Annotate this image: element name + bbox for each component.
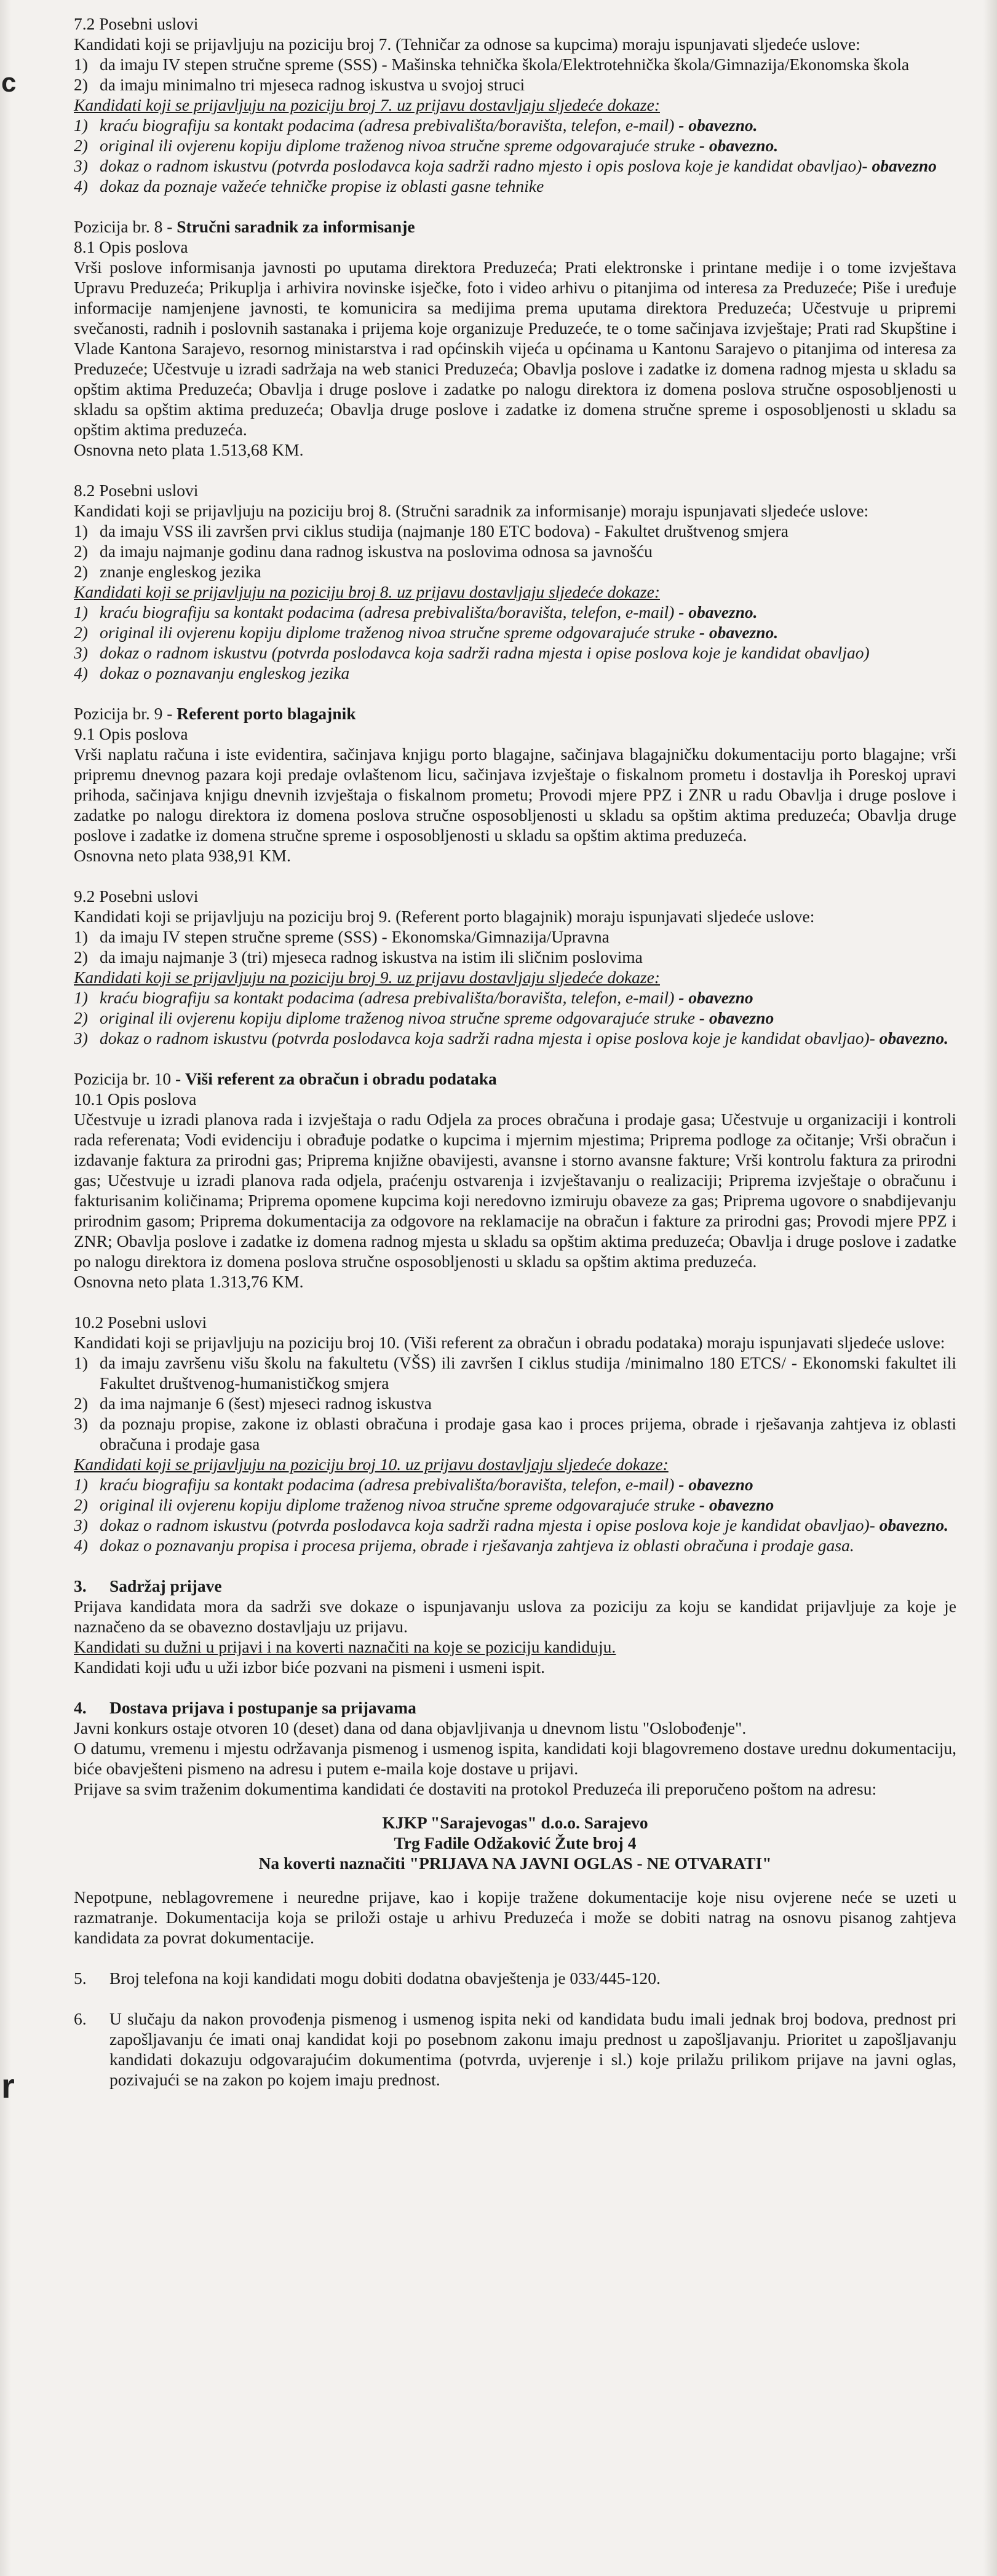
documents-list bbox=[74, 1474, 956, 1555]
section-heading: 10.2 Posebni uslovi bbox=[74, 1313, 207, 1332]
list-item: 1) da imaju IV stepen stručne spreme (SSS) - Ekonomska/Gimnazija/Upravna bbox=[74, 927, 610, 946]
list-item: 4) dokaz o poznavanju propisa i procesa prijema, obrade i rješavanja zahtjeva iz oblasti obračuna i prodaje gasa. bbox=[74, 1536, 854, 1555]
job-description: Vrši poslove informisanja javnosti po uputama direktora Preduzeća; Prati elektronske i printane medije i o tome izvještava Upravu Preduzeća; Prikuplja i arhivira novinske isječke, foto i video arhivu o pitanjima od interesa za Preduzeće; Piše i uređuje informacije namjenjene javnosti, te komunicira sa medijima prema uputama direktora Preduzeća; Učestvuje u pripremi svečanosti, radnih i poslovnih sastanaka i prijema koje organizuje Preduzeće, te o tome sačinjava izvještaje; Prati rad Skupštine i Vlade Kantona Sarajevo, resornog ministarstva i rad općinskih vijeća u općinama u Kantonu Sarajevo o pitanjima od interesa za Preduzeće; Učestvuje u izradi sadržaja na web stanici Preduzeća; Obavlja poslove i zadatke iz domena radnog mjesta u skladu sa opštim aktima Preduzeća; Obavlja i druge poslove i zadatke po nalogu direktora iz domena poslova stručne osposobljenosti u skladu sa opštim aktima preduzeća; Obavlja druge poslove i zadatke iz domena stručne spreme i osposobljenosti u skladu sa opštim aktima preduzeća. bbox=[74, 258, 956, 439]
list-item: 3) dokaz o radnom iskustvu (potvrda poslodavca koja sadrži radna mjesta i opise poslova koje je kandidat obavljao) bbox=[74, 643, 870, 662]
documents-list bbox=[74, 115, 956, 196]
list-item: 3) da poznaju propise, zakone iz oblasti obračuna i prodaje gasa kao i proces prijema, obrade i rješavanja zahtjeva iz oblasti obračuna i prodaje gasa bbox=[74, 1414, 956, 1453]
section-8-2 bbox=[74, 480, 956, 683]
paragraph: Prijava kandidata mora da sadrži sve dokaze o ispunjavanju uslova za poziciju za koju se kandidat prijavljuje za koje je naznačeno da se obavezno dostavljaju uz prijavu. bbox=[74, 1597, 956, 1636]
section-3-application-content bbox=[74, 1576, 956, 1677]
paragraph: Kandidati su dužni u prijavi i na koverti naznačiti na koje se poziciju kandiduju. bbox=[74, 1637, 616, 1656]
salary: Osnovna neto plata 938,91 KM. bbox=[74, 846, 291, 865]
numbered-paragraph: 5. Broj telefona na koji kandidati mogu dobiti dodatna obavještenja je 033/445-120. bbox=[74, 1969, 661, 1988]
left-page-edge bbox=[0, 0, 17, 2576]
section-heading: 8.2 Posebni uslovi bbox=[74, 481, 199, 500]
section-title: 3. Sadržaj prijave bbox=[74, 1576, 222, 1595]
list-item: 1) kraću biografiju sa kontakt podacima (adresa prebivališta/boravišta, telefon, e-mail) - obavezno. bbox=[74, 116, 758, 135]
list-item: 3) dokaz o radnom iskustvu (potvrda poslodavca koja sadrži radno mjesto i opis poslova koje je kandidat obavljao)- obavezno bbox=[74, 156, 937, 175]
list-item: 1) kraću biografiju sa kontakt podacima (adresa prebivališta/boravišta, telefon, e-mail) - obavezno bbox=[74, 988, 753, 1007]
position-10 bbox=[74, 1069, 956, 1292]
subsection-heading: 8.1 Opis poslova bbox=[74, 237, 188, 256]
paragraph: O datumu, vremenu i mjestu održavanja pismenog i usmenog ispita, kandidati koji blagovremeno dostave urednu dokumentaciju, biće obavješteni pismeno na adresu i putem e-maila koje dostave u prijavi. bbox=[74, 1739, 956, 1778]
list-item: 1) kraću biografiju sa kontakt podacima (adresa prebivališta/boravišta, telefon, e-mail) - obavezno bbox=[74, 1475, 753, 1494]
documents-list bbox=[74, 602, 956, 683]
position-8 bbox=[74, 216, 956, 460]
right-page-edge bbox=[983, 0, 997, 2576]
section-intro: Kandidati koji se prijavljuju na poziciju broj 9. (Referent porto blagajnik) moraju ispunjavati sljedeće uslove: bbox=[74, 907, 815, 926]
documents-heading: Kandidati koji se prijavljuju na poziciju broj 10. uz prijavu dostavljaju sljedeće dokaze: bbox=[74, 1455, 669, 1474]
section-heading: 9.2 Posebni uslovi bbox=[74, 887, 199, 906]
article-content bbox=[74, 14, 956, 2090]
position-9 bbox=[74, 703, 956, 866]
position-title: Pozicija br. 8 - Stručni saradnik za informisanje bbox=[74, 217, 415, 236]
documents-heading: Kandidati koji se prijavljuju na poziciju broj 8. uz prijavu dostavljaju sljedeće dokaze: bbox=[74, 582, 660, 601]
section-9-2 bbox=[74, 886, 956, 1048]
subsection-heading: 9.1 Opis poslova bbox=[74, 724, 188, 743]
list-item: 2) znanje engleskog jezika bbox=[74, 562, 261, 581]
section-title: 4. Dostava prijava i postupanje sa prijavama bbox=[74, 1698, 416, 1717]
paragraph: Javni konkurs ostaje otvoren 10 (deset) dana od dana objavljivanja u dnevnom listu "Oslobođenje". bbox=[74, 1718, 747, 1737]
section-heading: 7.2 Posebni uslovi bbox=[74, 14, 199, 33]
list-item: 2) original ili ovjerenu kopiju diplome traženog nivoa stručne spreme odgovarajuće struke - obavezno. bbox=[74, 136, 779, 155]
list-item: 2) da imaju minimalno tri mjeseca radnog iskustva u svojoj struci bbox=[74, 75, 525, 94]
envelope-note: Na koverti naznačiti "PRIJAVA NA JAVNI OGLAS - NE OTVARATI" bbox=[258, 1854, 772, 1873]
section-5-phone bbox=[74, 1968, 956, 1988]
edge-letter: c bbox=[1, 68, 17, 98]
list-item: 2) da imaju najmanje godinu dana radnog iskustva na poslovima odnosa sa javnošću bbox=[74, 542, 653, 561]
list-item: 2) da ima najmanje 6 (šest) mjeseci radnog iskustva bbox=[74, 1394, 432, 1413]
list-item: 3) dokaz o radnom iskustvu (potvrda poslodavca koja sadrži radna mjesta i opise poslova koje je kandidat obavljao)- obavezno. bbox=[74, 1515, 948, 1535]
job-description: Vrši naplatu računa i iste evidentira, sačinjava knjigu porto blagajne, sačinjava blagajničku dokumentaciju porto blagajne; vrši pripremu dnevnog pazara koji predaje ovlaštenom licu, sačinjava izvještaje o fiskalnom prometu i dostavlja ih Poreskoj upravi prihoda, sačinjava knjigu dnevnih izvještaja o fiskalnom prometu; Provodi mjere PPZ i ZNR u radu Obavlja i druge poslove i zadatke po nalogu direktora iz domena poslova stručne osposobljenosti u skladu sa opštim aktima preduzeća; Obavlja druge poslove i zadatke iz domena stručne spreme i osposobljenosti u skladu sa opštim aktima preduzeća. bbox=[74, 745, 956, 845]
edge-letter: r bbox=[1, 2066, 15, 2105]
numbered-paragraph: 6. U slučaju da nakon provođenja pismenog i usmenog ispita neki od kandidata budu imali jednak broj bodova, prednost pri zapošljavanju će imati onaj kandidat koji po posebnom zakonu imaju prednost u zapošljavanju. Prioritet u zapošljavanju kandidati dokazuju odgovarajućim dokumentima (potvrda, uvjerenje i sl.) koje prilažu prilikom prijave na javni oglas, pozivajući se na zakon po kojem imaju prednost. bbox=[74, 2009, 956, 2089]
paragraph: Nepotpune, neblagovremene i neuredne prijave, kao i kopije tražene dokumentacije koje nisu ovjerene neće se uzeti u razmatranje. Dokumentacija koja se priloži ostaje u arhivu Preduzeća i može se dobiti natrag na osnovu pisanog zahtjeva kandidata za povrat dokumentacije. bbox=[74, 1887, 956, 1947]
salary: Osnovna neto plata 1.513,68 KM. bbox=[74, 440, 304, 459]
conditions-list bbox=[74, 926, 956, 967]
subsection-heading: 10.1 Opis poslova bbox=[74, 1089, 197, 1108]
section-intro: Kandidati koji se prijavljuju na poziciju broj 8. (Stručni saradnik za informisanje) moraju ispunjavati sljedeće uslove: bbox=[74, 501, 869, 520]
position-title: Pozicija br. 10 - Viši referent za obračun i obradu podataka bbox=[74, 1069, 497, 1088]
list-item: 2) da imaju najmanje 3 (tri) mjeseca radnog iskustva na istim ili sličnim poslovima bbox=[74, 947, 643, 966]
section-4-submission bbox=[74, 1697, 956, 1948]
section-6-priority bbox=[74, 2009, 956, 2090]
conditions-list bbox=[74, 1353, 956, 1454]
list-item: 2) original ili ovjerenu kopiju diplome traženog nivoa stručne spreme odgovarajuće struke - obavezno. bbox=[74, 623, 779, 642]
list-item: 1) da imaju završenu višu školu na fakultetu (VŠS) ili završen I ciklus studija /minimalno 180 ETCS/ - Ekonomski fakultet ili Fakultet društvenog-humanističkog smjera bbox=[74, 1353, 956, 1393]
address-line: KJKP "Sarajevogas" d.o.o. Sarajevo bbox=[382, 1813, 648, 1832]
job-description: Učestvuje u izradi planova rada i izvještaja o radu Odjela za proces obračuna i prodaje gasa; Učestvuje u organizaciji i kontroli rada referenata; Vodi evidenciju i obrađuje podatke o kupcima i mjernim mjestima; Priprema podloge za očitanje; Vrši obračun i izdavanje faktura za prirodni gas; Priprema knjižne obavijesti, avansne i storno avansne fakture; Vrši kontrolu faktura za prirodni gas; Učestvuje u izradi planova rada odjela, praćenju ostvarenja i izvještavanju o realizaciji; Priprema izvještaje o obračunu i fakturisanim količinama; Priprema opomene kupcima koji neredovno izmiruju obaveze za gas; Priprema ugovore o snabdijevanju prirodnim gasom; Priprema dokumentacija za odgovore na reklamacije na obračun i fakture za prirodni gas; Provodi mjere PPZ i ZNR; Obavlja poslove i zadatke iz domena radnog mjesta u skladu sa opštim aktima preduzeća; Obavlja i druge poslove i zadatke po nalogu direktora iz domena poslova stručne osposobljenosti u skladu sa opštim aktima preduzeća. bbox=[74, 1110, 956, 1271]
list-item: 1) da imaju IV stepen stručne spreme (SSS) - Mašinska tehnička škola/Elektrotehnička škola/Gimnazija/Ekonomska škola bbox=[74, 55, 910, 74]
list-item: 4) dokaz o poznavanju engleskog jezika bbox=[74, 663, 350, 682]
conditions-list bbox=[74, 54, 956, 95]
conditions-list bbox=[74, 521, 956, 582]
position-title: Pozicija br. 9 - Referent porto blagajnik bbox=[74, 704, 356, 723]
documents-list bbox=[74, 987, 956, 1048]
paragraph: Prijave sa svim traženim dokumentima kandidati će dostaviti na protokol Preduzeća ili preporučeno poštom na adresu: bbox=[74, 1779, 877, 1798]
section-intro: Kandidati koji se prijavljuju na poziciju broj 7. (Tehničar za odnose sa kupcima) moraju ispunjavati sljedeće uslove: bbox=[74, 34, 860, 53]
list-item: 2) original ili ovjerenu kopiju diplome traženog nivoa stručne spreme odgovarajuće struke - obavezno bbox=[74, 1495, 774, 1514]
list-item: 1) kraću biografiju sa kontakt podacima (adresa prebivališta/boravišta, telefon, e-mail) - obavezno. bbox=[74, 603, 758, 622]
documents-heading: Kandidati koji se prijavljuju na poziciju broj 7. uz prijavu dostavljaju sljedeće dokaze: bbox=[74, 95, 660, 114]
list-item: 2) original ili ovjerenu kopiju diplome traženog nivoa stručne spreme odgovarajuće struke - obavezno bbox=[74, 1008, 774, 1027]
salary: Osnovna neto plata 1.313,76 KM. bbox=[74, 1272, 304, 1291]
list-item: 4) dokaz da poznaje važeće tehničke propise iz oblasti gasne tehnike bbox=[74, 176, 544, 196]
section-10-2 bbox=[74, 1312, 956, 1555]
address-line: Trg Fadile Odžaković Žute broj 4 bbox=[394, 1833, 637, 1852]
list-item: 1) da imaju VSS ili završen prvi ciklus studija (najmanje 180 ETC bodova) - Fakultet društvenog smjera bbox=[74, 521, 788, 540]
section-intro: Kandidati koji se prijavljuju na poziciju broj 10. (Viši referent za obračun i obradu podataka) moraju ispunjavati sljedeće uslove: bbox=[74, 1333, 945, 1352]
paragraph: Kandidati koji uđu u uži izbor biće pozvani na pismeni i usmeni ispit. bbox=[74, 1657, 546, 1677]
list-item: 3) dokaz o radnom iskustvu (potvrda poslodavca koja sadrži radna mjesta i opise poslova koje je kandidat obavljao)- obavezno. bbox=[74, 1029, 948, 1048]
section-7-2 bbox=[74, 14, 956, 196]
documents-heading: Kandidati koji se prijavljuju na poziciju broj 9. uz prijavu dostavljaju sljedeće dokaze: bbox=[74, 968, 660, 987]
